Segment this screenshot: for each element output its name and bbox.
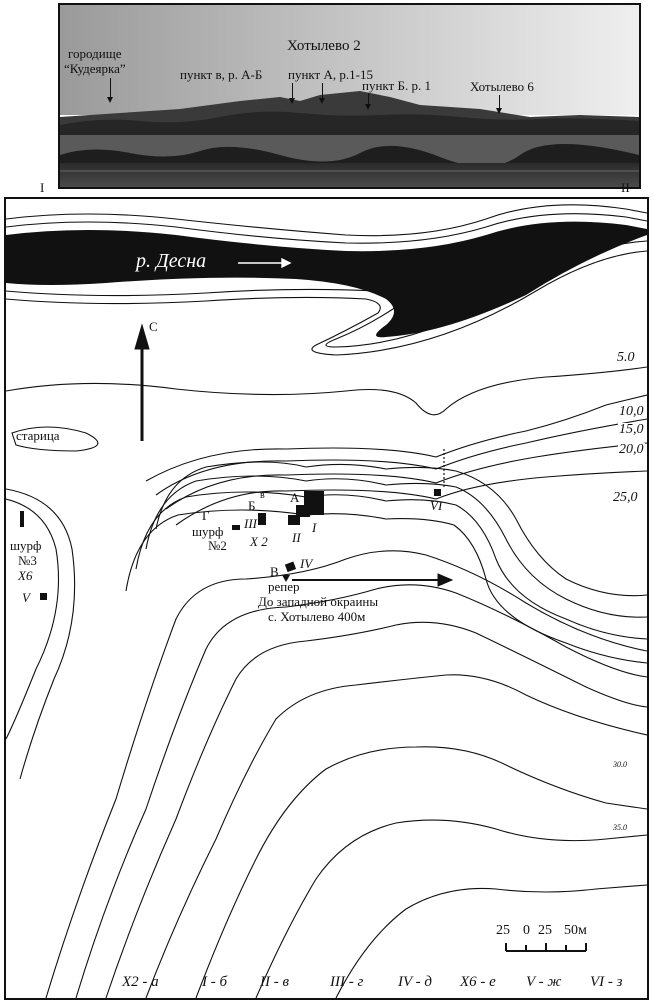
contour-label-15: 15,0 — [619, 422, 644, 437]
point-label-vi: VI — [430, 498, 443, 513]
point-label-ii: II — [292, 530, 301, 545]
contour-30 — [146, 675, 647, 998]
site-block-shurf2 — [232, 525, 240, 530]
river-label: р. Десна — [136, 250, 207, 272]
north-label: С — [149, 319, 158, 334]
staritsa-label: старица — [16, 428, 60, 443]
arrow-gorodishche — [110, 78, 111, 98]
north-arrow — [135, 325, 149, 441]
point-label-g: Г — [202, 508, 210, 523]
slope-left-1 — [6, 499, 59, 739]
arrow-punkt-a — [322, 83, 323, 99]
river-desna — [6, 222, 647, 338]
legend-item-v: V - ж — [526, 974, 562, 990]
scale-tick-label-1: 25 — [496, 923, 510, 938]
label-punkt-b: пункт Б. р. 1 — [362, 78, 431, 93]
legend-item-iii: III - г — [330, 974, 364, 990]
site-block-iv — [285, 562, 296, 573]
label-punkt-v: пункт в, р. А-Б — [180, 67, 263, 82]
contour-long-2 — [76, 585, 647, 998]
legend-item-i: I - б — [202, 974, 228, 990]
contour-label-5: 5.0 — [617, 350, 635, 365]
contour-label-10: 10,0 — [619, 404, 644, 419]
point-label-x6: X6 — [18, 568, 33, 583]
spur-contour-3 — [136, 492, 647, 639]
spur-contour-1 — [156, 462, 647, 596]
point-label-iv: IV — [300, 556, 313, 571]
site-block-vi — [434, 489, 441, 496]
shurf2-label-1: шурф — [192, 524, 224, 539]
label-gorodishche-1: городище — [68, 46, 122, 61]
site-block-v — [40, 593, 47, 600]
arrow-punkt-b — [368, 93, 369, 105]
legend-item-iv: IV - д — [398, 974, 432, 990]
direction-label-2: с. Хотылево 400м — [268, 609, 366, 624]
contour-label-30: 30.0 — [612, 758, 628, 772]
label-gorodishche-2: “Кудеярка” — [64, 61, 126, 76]
landscape-photo — [58, 3, 641, 189]
shurf3-label-1: шурф — [10, 538, 42, 553]
point-label-v: V — [22, 590, 30, 605]
point-label-v-small: в — [260, 490, 265, 501]
scale-tick-label-4: 50м — [564, 923, 587, 938]
legend-item-ii: II - в — [260, 974, 289, 990]
direction-label-1: До западной окраины — [258, 594, 379, 609]
arrow-khotylevo6 — [499, 95, 500, 109]
reper-label: репер — [268, 579, 300, 594]
point-label-i: I — [312, 520, 317, 535]
point-label-iii: III — [244, 516, 257, 531]
point-label-x2: X 2 — [250, 534, 268, 549]
legend-item-vi: VI - з — [590, 974, 623, 990]
label-punkt-a: пункт А, р.1-15 — [288, 67, 373, 82]
site-block-shurf3 — [20, 511, 24, 527]
label-khotylevo6: Хотылево 6 — [470, 79, 534, 94]
section-marker-left: I — [40, 180, 45, 195]
topographic-map — [4, 197, 649, 1000]
scale-tick-label-3: 25 — [538, 923, 552, 938]
excavation-blocks — [20, 489, 441, 600]
contour-long-3 — [106, 622, 647, 998]
contour-label-35: 35.0 — [612, 821, 628, 835]
legend-item-x2: X2 - а — [122, 974, 159, 990]
photo-scene — [60, 5, 639, 187]
point-label-v-reper: В — [270, 564, 279, 579]
contour-label-25: 25,0 — [613, 490, 638, 505]
scale-bar — [506, 943, 586, 951]
section-marker-right: II — [621, 180, 630, 195]
photo-title: Хотылево 2 — [287, 38, 361, 54]
direction-arrow — [292, 574, 452, 586]
river-water — [60, 163, 639, 187]
point-label-a: А — [290, 490, 300, 505]
site-block-iii — [258, 513, 266, 525]
contour-label-20: 20,0 — [619, 442, 644, 457]
contour-long-5 — [196, 747, 647, 998]
shurf3-label-2: №3 — [18, 553, 37, 568]
legend-item-x6: X6 - е — [460, 974, 496, 990]
site-block-a3 — [288, 515, 300, 525]
slope-left-2 — [6, 489, 75, 779]
point-label-b: Б — [248, 498, 256, 513]
contour-5 — [6, 367, 647, 415]
contour-35 — [256, 820, 647, 998]
arrow-punkt-v — [292, 83, 293, 99]
shurf2-label-2: №2 — [208, 538, 227, 553]
scale-tick-label-2: 0 — [523, 923, 530, 938]
